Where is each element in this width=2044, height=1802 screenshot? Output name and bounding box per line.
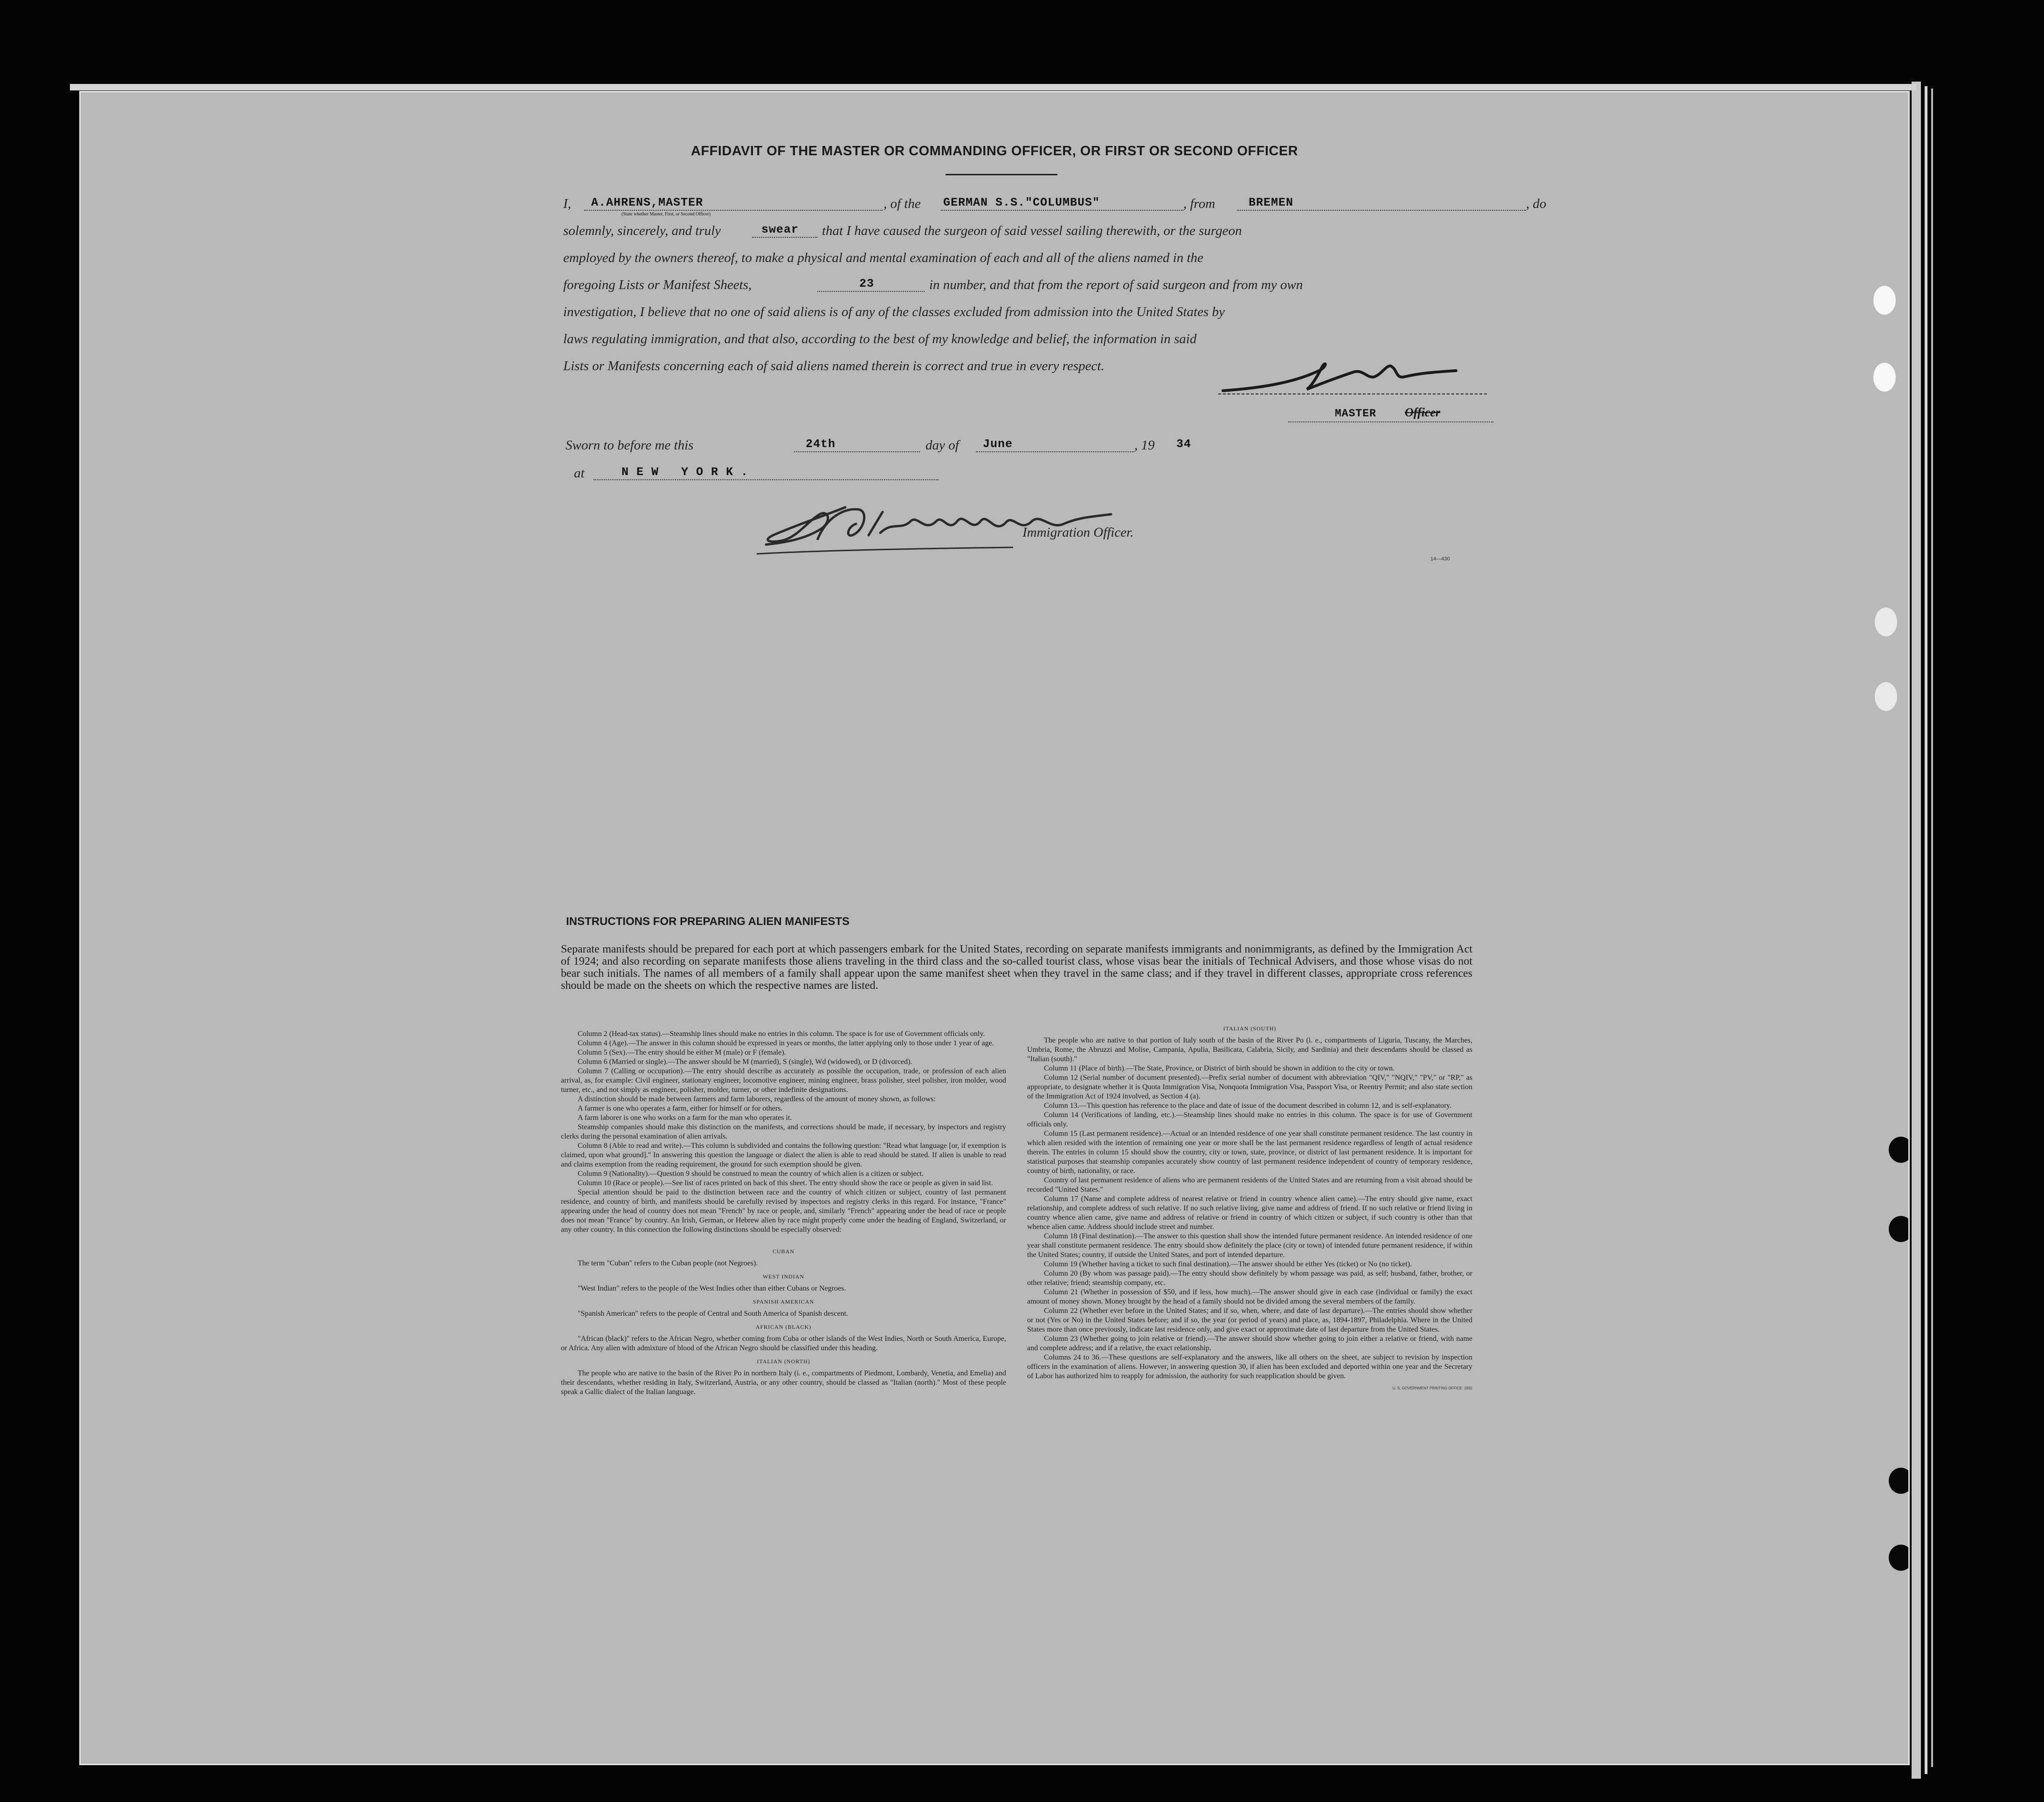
right-paragraph: Column 22 (Whether ever before in the United States; and if so, when, where, and date of last departure).—The entries should show whether or not (Yes or No) in the United States before; and if so, the year (or period of years) and place, as, 1894-1897, Philadelphia. Where in the United States more than once previously, indicate last residence only, and give exact or approximate date of last departure from the United States. bbox=[1027, 1307, 1472, 1333]
right-paragraph: Column 13.—This question has reference to the place and date of issue of the document described in column 12, and is self-explanatory. bbox=[1044, 1102, 1452, 1110]
from-port: BREMEN bbox=[1249, 196, 1294, 209]
right-paragraph: Columns 24 to 36.—These questions are self-explanatory and the answers, like all others on the sheet, are subject to revision by inspection officers in the examination of aliens. However, in answering question 30, if alien has been excluded and deported within one year and the Secretary of Labor has authorized him to reapply for admission, the authority for such reapplication should be given. bbox=[1027, 1353, 1472, 1380]
right-paragraph: Column 15 (Last permanent residence).—Actual or an intended residence of one year shall constitute permanent residence. The last country in which alien resided with the intention of remaining one year or more shall be the last permanent residence regardless of length of actual residence therein. The entries in column 15 should show the country, city or town, state, province, or district of last permanent residence. It is important for statistical purposes that steamship companies accurately show country of last permanent residence independent of country of temporary residence, country of birth, nationality, or race. bbox=[1027, 1130, 1472, 1175]
line1-start: I, bbox=[563, 196, 571, 211]
african-text: "African (black)" refers to the African Negro, whether coming from Cuba or other islands of the West Indies, North or South America, Europe, or Africa. Any alien with admixture of blood of the African Negro should be classified under this heading. bbox=[561, 1335, 1006, 1352]
sheet-edge bbox=[1912, 82, 1921, 1779]
left-paragraph: Column 8 (Able to read and write).—This column is subdivided and contains the following question: "Read what language [or, if exemption is claimed, upon what ground]." In answering this question the language or dialect the alien is able to read should be stated. If alien is unable to read and claims exemption from the reading requirement, the ground for such exemption should be given. bbox=[561, 1142, 1006, 1168]
left-paragraph: Column 6 (Married or single).—The answer should be M (married), S (single), Wd (widowed), or D (divorced). bbox=[578, 1058, 912, 1066]
do-label: , do bbox=[1526, 196, 1547, 211]
instructions-right-column bbox=[1027, 1020, 1472, 1393]
left-paragraph: Special attention should be paid to the distinction between race and the country of which citizen or subject, country of last permanent residence, and country of birth, and manifests should be carefully revised by inspectors and registry clerks in this regard. For instance, "France" appearing under the head of country does not mean "French" by race or people, and, similarly "French" appearing under the head of race or people does not mean "France" by country. An Irish, German, or Hebrew alien by race might properly come under the heading of England, Switzerland, or any other country. In this connection the following distinctions should be especially observed: bbox=[561, 1188, 1006, 1234]
instructions-title: INSTRUCTIONS FOR PREPARING ALIEN MANIFESTS bbox=[566, 915, 849, 928]
punch-hole bbox=[1875, 608, 1897, 636]
right-paragraph: Column 19 (Whether having a ticket to such final destination).—The answer should be either Yes (ticket) or No (no ticket). bbox=[1044, 1260, 1412, 1268]
sheet-edge bbox=[70, 84, 1916, 90]
manifest-page bbox=[79, 91, 1910, 1765]
vessel-name: GERMAN S.S."COLUMBUS" bbox=[943, 196, 1100, 209]
year-prefix: , 19 bbox=[1134, 438, 1155, 453]
at-place: N E W Y O R K . bbox=[621, 465, 749, 479]
blank-month bbox=[976, 451, 1134, 452]
sworn-day: 24th bbox=[806, 437, 836, 451]
left-paragraph: Column 9 (Nationality).—Question 9 should be construed to mean the country of which alien is a citizen or subject. bbox=[578, 1170, 924, 1178]
left-paragraph: A farmer is one who operates a farm, either for himself or for others. bbox=[578, 1105, 783, 1112]
west-indian-heading: WEST INDIAN bbox=[762, 1273, 805, 1280]
blank-title bbox=[1288, 421, 1493, 422]
sheet-edge bbox=[1931, 89, 1933, 1767]
spanish-american-text: "Spanish American" refers to the people of Central and South America of Spanish descent. bbox=[578, 1310, 849, 1318]
affidavit-line-2-end: that I have caused the surgeon of said vessel sailing therewith, or the surgeon bbox=[822, 223, 1242, 238]
left-paragraph: Column 7 (Calling or occupation).—The entry should describe as accurately as possible the occupation, trade, or profession of each alien arrival, as, for example: Civil engineer, stationary engineer, locomotive engineer, mining engineer, brass polisher, steel polisher, iron molder, wood turner, etc., and not simply as engineer, polisher, molder, turner, or other indefinite designations. bbox=[561, 1067, 1006, 1094]
blank-swear bbox=[752, 237, 817, 238]
punch-hole bbox=[1873, 363, 1896, 392]
of-the-label: , of the bbox=[884, 196, 921, 211]
affidavit-line-2-start: solemnly, sincerely, and truly bbox=[563, 223, 721, 238]
right-paragraph: Column 12 (Serial number of document presented).—Prefix serial number of document with abbreviation "QIV," "NQIV," "PV," or "RP," as appropriate, to designate whether it is Quota Immigration Visa, Nonquota Immigration Visa, Passport Visa, or Reentry Permit; and also state section of the Immigration Act of 1924 involved, as Section 4 (a). bbox=[1027, 1074, 1472, 1100]
left-paragraph: Steamship companies should make this distinction on the manifests, and corrections should be made, if necessary, by inspectors and registry clerks during the personal examination of alien arrivals. bbox=[561, 1123, 1006, 1140]
sworn-month: June bbox=[983, 437, 1013, 451]
cuban-heading: CUBAN bbox=[772, 1248, 794, 1255]
left-paragraph: Column 4 (Age).—The answer in this column should be expressed in years or months, the latter applying only to those under 1 year of age. bbox=[578, 1039, 994, 1047]
punch-hole bbox=[1889, 1468, 1910, 1494]
right-paragraph: Country of last permanent residence of aliens who are permanent residents of the United States and are returning from a visit abroad should be recorded "United States." bbox=[1027, 1176, 1472, 1194]
instructions-left-column bbox=[561, 1029, 1006, 1397]
sheet-edge bbox=[1925, 86, 1927, 1774]
punch-hole bbox=[1889, 1216, 1910, 1242]
right-paragraph: Column 18 (Final destination).—The answer to this question shall show the intended future permanent residence. An intended residence of one year shall constitute permanent residence. The entry should show definitely the place (city or town) of intended future permanent residence, if within the United States; country, if outside the United States, and port of intended departure. bbox=[1027, 1232, 1472, 1259]
at-label: at bbox=[574, 466, 585, 481]
left-paragraph: Column 5 (Sex).—The entry should be either M (male) or F (female). bbox=[578, 1049, 786, 1056]
blank-vessel bbox=[941, 210, 1183, 211]
signer-title: MASTER bbox=[1335, 407, 1376, 420]
italian-south-heading: ITALIAN (SOUTH) bbox=[1223, 1025, 1277, 1032]
printer-imprint: U. S. GOVERNMENT PRINTING OFFICE: 1932 bbox=[1392, 1386, 1472, 1390]
punch-hole bbox=[1875, 682, 1897, 711]
master-name: A.AHRENS,MASTER bbox=[591, 196, 704, 209]
affidavit-title: AFFIDAVIT OF THE MASTER OR COMMANDING OFFICER, OR FIRST OR SECOND OFFICER bbox=[691, 144, 1298, 159]
blank-master bbox=[584, 210, 883, 211]
swear-word: swear bbox=[761, 223, 799, 236]
blank-place bbox=[594, 479, 939, 480]
blank-day bbox=[794, 451, 920, 452]
affidavit-line-6: laws regulating immigration, and that also, according to the best of my knowledge and belief, the information in said bbox=[563, 331, 1197, 346]
affidavit-line-3: employed by the owners thereof, to make a physical and mental examination of each and all of the aliens named in the bbox=[563, 250, 1203, 265]
punch-hole bbox=[1889, 1545, 1910, 1571]
right-paragraph: Column 20 (By whom was passage paid).—The entry should show definitely by whom passage was paid, as self; husband, father, brother, or other relative; friend; steamship company, etc. bbox=[1027, 1270, 1472, 1287]
right-paragraph: Column 11 (Place of birth).—The State, Province, or District of birth should be shown in addition to the city or town. bbox=[1044, 1064, 1395, 1072]
cuban-text: The term "Cuban" refers to the Cuban people (not Negroes). bbox=[578, 1259, 758, 1267]
right-paragraph: Column 17 (Name and complete address of nearest relative or friend in country whence alien came).—The entry should give name, exact relationship, and complete address of such relative. If no such relative living, give name and address of friend. If no such relative or friend living in country whence alien came, give name and address of relative or friend in country of which citizen or subject, if such country is other than that whence alien came. Address should include street and number. bbox=[1027, 1195, 1472, 1231]
from-label: , from bbox=[1183, 196, 1215, 211]
sheet-count: 23 bbox=[859, 277, 875, 290]
right-paragraph: Column 23 (Whether going to join relative or friend).—The answer should show whether going to join either a relative or friend, with name and complete address; and if a relative, the exact relationship. bbox=[1027, 1335, 1472, 1352]
master-signature bbox=[1214, 351, 1493, 402]
right-paragraph: Column 14 (Verifications of landing, etc.).—Steamship lines should make no entries in this column. The space is for use of Government officials only. bbox=[1027, 1111, 1472, 1128]
right-paragraph: Column 21 (Whether in possession of $50, and if less, how much).—The answer should give in each case (individual or family) the exact amount of money shown. Money brought by the head of a family should not be divided among the several members of the family. bbox=[1027, 1288, 1472, 1305]
sworn-label: Sworn to before me this bbox=[566, 438, 694, 453]
left-paragraph: A distinction should be made between farmers and farm laborers, regardless of the amount of money shown, as follows: bbox=[578, 1095, 936, 1103]
day-of-label: day of bbox=[925, 438, 959, 453]
instructions-intro: Separate manifests should be prepared for each port at which passengers embark for the United States, recording on separate manifests immigrants and nonimmigrants, as defined by the Immigration Act of 1924; and also recording on separate manifests those aliens traveling in the third class and the so-called tourist class, whose visas bear the initials of Technical Advisers, and those whose visas do not bear such initials. The names of all members of a family shall appear upon the same manifest sheet when they travel in the same class; and if they travel in different classes, appropriate cross references should be made on the sheets on which the respective names are listed. bbox=[561, 943, 1472, 992]
affidavit-line-4-start: foregoing Lists or Manifest Sheets, bbox=[563, 277, 752, 292]
officer-label: Immigration Officer. bbox=[1022, 525, 1134, 540]
left-paragraph: Column 10 (Race or people).—See list of races printed on back of this sheet. The entry should show the race or people as given in said list. bbox=[578, 1179, 993, 1187]
right-paragraph: The people who are native to that portion of Italy south of the basin of the River Po (i. e., compartments of Liguria, Tuscany, the Marches, Umbria, Rome, the Abruzzi and Molise, Campania, Apulia, Basilicata, Calabria, Sicily, and Sardinia) and their descendants should be classed as "Italian (south)." bbox=[1027, 1036, 1472, 1063]
left-paragraph: Column 2 (Head-tax status).—Steamship lines should make no entries in this column. The space is for use of Government officials only. bbox=[578, 1030, 985, 1038]
rank-note: (State whether Master, First, or Second Officer) bbox=[621, 212, 711, 217]
title-underline bbox=[946, 174, 1057, 175]
affidavit-line-7: Lists or Manifests concerning each of said aliens named therein is correct and true in every respect. bbox=[563, 359, 1105, 373]
affidavit-line-4-end: in number, and that from the report of said surgeon and from my own bbox=[929, 277, 1303, 292]
blank-count bbox=[817, 291, 925, 292]
blank-from bbox=[1237, 210, 1526, 211]
italian-north-heading: ITALIAN (NORTH) bbox=[757, 1358, 810, 1365]
spanish-american-heading: SPANISH AMERICAN bbox=[753, 1298, 815, 1305]
italian-north-text: The people who are native to the basin of the River Po in northern Italy (i. e., compartments of Piedmont, Lombardy, Venetia, and Emelia) and their descendants, whether residing in Italy, Switzerland, Austria, or any other country, should be classed as "Italian (north)." Most of these people speak a Gallic dialect of the Italian language. bbox=[561, 1369, 1006, 1396]
punch-hole bbox=[1889, 1137, 1910, 1163]
punch-hole bbox=[1873, 286, 1896, 315]
form-number: 14—430 bbox=[1430, 556, 1450, 562]
year-suffix: 34 bbox=[1176, 437, 1192, 451]
affidavit-line-5: investigation, I believe that no one of said aliens is of any of the classes excluded from admission into the United States by bbox=[563, 304, 1225, 319]
african-heading: AFRICAN (BLACK) bbox=[755, 1324, 812, 1330]
west-indian-text: "West Indian" refers to the people of the West Indies other than either Cubans or Negroes. bbox=[578, 1284, 846, 1292]
left-paragraph: A farm laborer is one who works on a farm for the man who operates it. bbox=[578, 1114, 792, 1122]
struck-title: Officer bbox=[1405, 406, 1441, 419]
